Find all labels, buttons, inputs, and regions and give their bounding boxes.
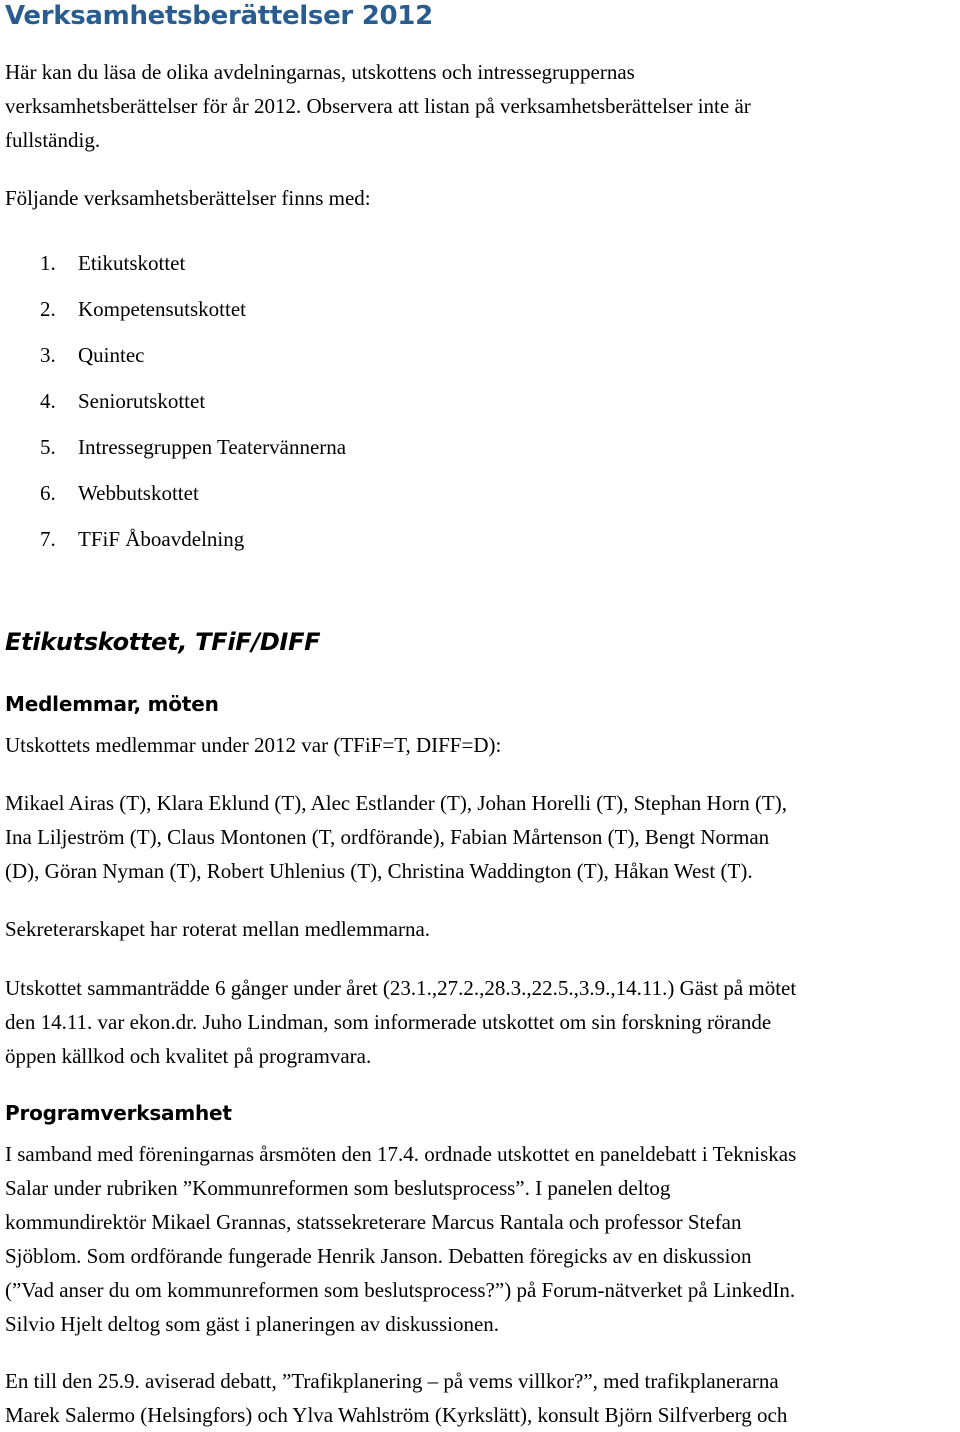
program-line-3: kommundirektör Mikael Grannas, statssekreterare Marcus Rantala och professor Stefan xyxy=(5,1210,742,1234)
page-title: Verksamhetsberättelser 2012 xyxy=(5,1,433,31)
list-item: 2. Kompetensutskottet xyxy=(40,297,246,321)
report-list xyxy=(40,240,346,562)
program-line-1: I samband med föreningarnas årsmöten den 17.4. ordnade utskottet en paneldebatt i Tekniskas xyxy=(5,1142,797,1166)
intro-line-2: verksamhetsberättelser för år 2012. Observera att listan på verksamhetsberättelser inte är xyxy=(5,94,751,118)
list-item: 1. Etikutskottet xyxy=(40,251,186,275)
debate-line-2: Marek Salermo (Helsingfors) och Ylva Wahlström (Kyrkslätt), konsult Björn Silfverberg och xyxy=(5,1403,788,1427)
meetings-line-3: öppen källkod och kvalitet på programvara. xyxy=(5,1044,372,1068)
members-intro: Utskottets medlemmar under 2012 var (TFiF=T, DIFF=D): xyxy=(5,733,502,757)
list-item: 4. Seniorutskottet xyxy=(40,389,206,413)
subheading-members: Medlemmar, möten xyxy=(5,692,219,716)
list-item: 3. Quintec xyxy=(40,343,145,367)
subheading-program: Programverksamhet xyxy=(5,1101,232,1125)
list-item: 7. TFiF Åboavdelning xyxy=(40,527,245,551)
list-item: 5. Intressegruppen Teatervännerna xyxy=(40,435,347,459)
meetings-line-2: den 14.11. var ekon.dr. Juho Lindman, som informerade utskottet om sin forskning rörande xyxy=(5,1010,772,1034)
program-line-4: Sjöblom. Som ordförande fungerade Henrik Janson. Debatten föregicks av en diskussion xyxy=(5,1244,752,1268)
intro-line-1: Här kan du läsa de olika avdelningarnas, utskottens och intressegruppernas xyxy=(5,60,635,84)
debate-line-1: En till den 25.9. aviserad debatt, ”Trafikplanering – på vems villkor?”, med trafikplanerarna xyxy=(5,1369,779,1393)
program-line-2: Salar under rubriken ”Kommunreformen som beslutsprocess”. I panelen deltog xyxy=(5,1176,671,1200)
program-line-6: Silvio Hjelt deltog som gäst i planeringen av diskussionen. xyxy=(5,1312,500,1336)
intro-line-3: fullständig. xyxy=(5,128,101,152)
list-item: 6. Webbutskottet xyxy=(40,481,199,505)
members-line-3: (D), Göran Nyman (T), Robert Uhlenius (T), Christina Waddington (T), Håkan West (T). xyxy=(5,859,753,883)
secretary-text: Sekreterarskapet har roterat mellan medlemmarna. xyxy=(5,917,431,941)
program-line-5: (”Vad anser du om kommunreformen som beslutsprocess?”) på Forum-nätverket på LinkedIn. xyxy=(5,1278,796,1302)
meetings-line-1: Utskottet sammanträdde 6 gånger under året (23.1.,27.2.,28.3.,22.5.,3.9.,14.11.) Gäst på mötet xyxy=(5,976,797,1000)
members-line-1: Mikael Airas (T), Klara Eklund (T), Alec Estlander (T), Johan Horelli (T), Stephan Horn (T), xyxy=(5,791,788,815)
section-heading: Etikutskottet, TFiF/DIFF xyxy=(5,628,321,656)
list-intro: Följande verksamhetsberättelser finns med: xyxy=(5,186,371,210)
members-line-2: Ina Liljeström (T), Claus Montonen (T, ordförande), Fabian Mårtenson (T), Bengt Norman xyxy=(5,825,770,849)
